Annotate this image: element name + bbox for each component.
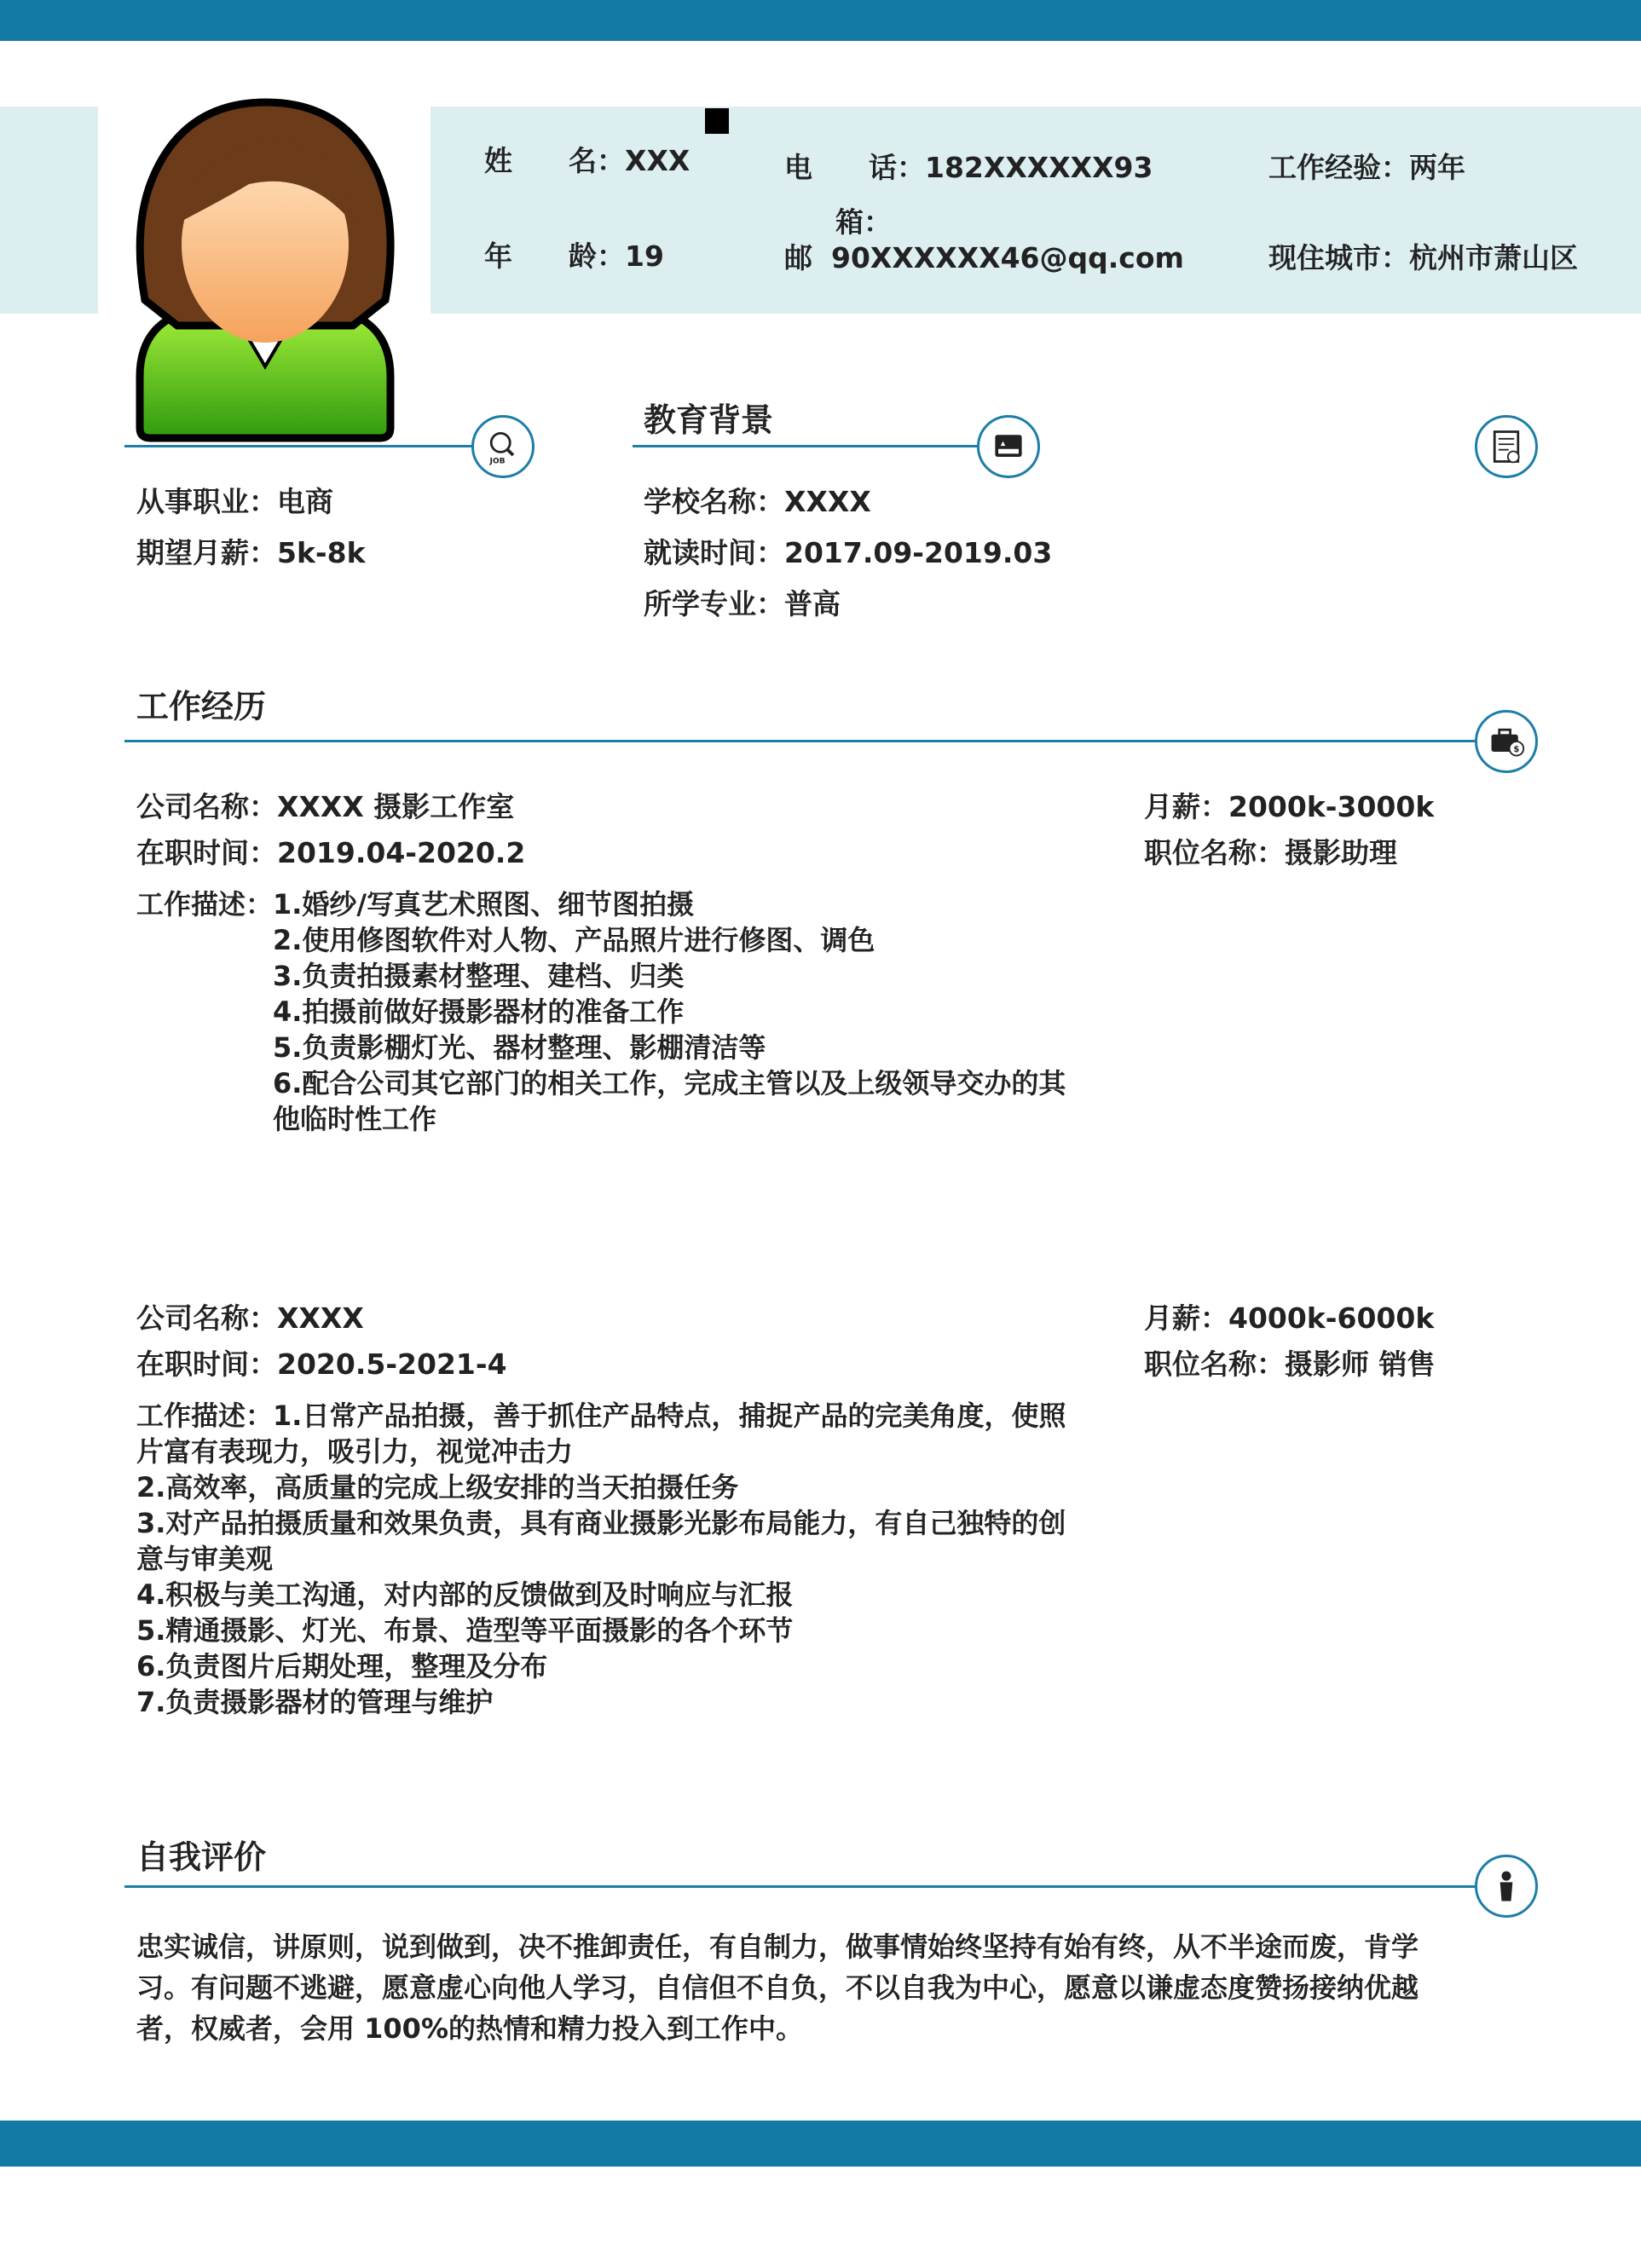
job2-period-row bbox=[136, 1347, 507, 1382]
school-value: XXXX bbox=[784, 485, 871, 518]
list-item: 4.拍摄前做好摄影器材的准备工作 bbox=[273, 995, 685, 1028]
avatar bbox=[130, 95, 401, 443]
experience-label: 工作经验： bbox=[1268, 151, 1409, 184]
city-row bbox=[1268, 240, 1578, 276]
age-row bbox=[484, 239, 664, 274]
list-item: 3.负责拍摄素材整理、建档、归类 bbox=[273, 960, 685, 992]
job1-period-value: 2019.04-2020.2 bbox=[277, 836, 526, 869]
work-divider bbox=[124, 740, 1475, 742]
job2-desc-list bbox=[136, 1398, 1066, 1720]
job2-salary-row bbox=[1144, 1301, 1434, 1336]
job2-period-label: 在职时间： bbox=[136, 1348, 277, 1381]
experience-value: 两年 bbox=[1409, 151, 1465, 184]
left-strip bbox=[0, 107, 98, 314]
job1-salary-row bbox=[1144, 789, 1434, 825]
job1-company-row bbox=[136, 789, 514, 825]
expected-salary-row bbox=[136, 535, 366, 571]
briefcase-icon bbox=[1475, 710, 1538, 773]
job1-desc-list bbox=[273, 886, 1066, 1137]
self-eval-line: 习。有问题不逃避，愿意虚心向他人学习，自信但不自负，不以自我为中心，愿意以谦虚态度赞扬接纳优越 bbox=[136, 1971, 1419, 2004]
city-value: 杭州市萧山区 bbox=[1409, 241, 1578, 274]
self-eval-line: 忠实诚信，讲原则，说到做到，决不推卸责任，有自制力，做事情始终坚持有始有终，从不半途而废，肯学 bbox=[136, 1930, 1419, 1963]
study-period-label: 就读时间： bbox=[644, 536, 784, 569]
job1-period-row bbox=[136, 835, 525, 871]
expected-salary-label: 期望月薪： bbox=[136, 536, 277, 569]
list-item: 6.配合公司其它部门的相关工作，完成主管以及上级领导交办的其 bbox=[273, 1067, 1066, 1099]
top-bar bbox=[0, 0, 1641, 41]
list-item: 6.负责图片后期处理，整理及分布 bbox=[136, 1650, 548, 1682]
job2-desc-label: 工作描述： bbox=[136, 1399, 274, 1432]
study-period-value: 2017.09-2019.03 bbox=[784, 536, 1053, 569]
phone-label: 电 话： bbox=[784, 151, 925, 184]
list-item: 片富有表现力，吸引力，视觉冲击力 bbox=[136, 1435, 574, 1468]
job-divider bbox=[124, 445, 476, 447]
education-title: 教育背景 bbox=[644, 401, 774, 439]
email-label: 邮 bbox=[784, 241, 812, 274]
list-item: 3.对产品拍摄质量和效果负责，具有商业摄影光影布局能力，有自己独特的创 bbox=[136, 1507, 1066, 1539]
school-label: 学校名称： bbox=[644, 485, 784, 518]
occupation-row bbox=[136, 484, 333, 520]
list-item: 2.高效率，高质量的完成上级安排的当天拍摄任务 bbox=[136, 1471, 739, 1503]
name-label: 姓 名： bbox=[484, 144, 625, 177]
list-item: 5.负责影棚灯光、器材整理、影棚清洁等 bbox=[273, 1031, 766, 1064]
phone-row bbox=[784, 150, 1153, 186]
job2-company-label: 公司名称： bbox=[136, 1301, 277, 1335]
job1-company-value: XXXX 摄影工作室 bbox=[277, 790, 515, 823]
job2-position-row bbox=[1144, 1347, 1436, 1382]
job1-position-label: 职位名称： bbox=[1144, 836, 1285, 869]
job1-position-value: 摄影助理 bbox=[1285, 836, 1397, 869]
job2-position-label: 职位名称： bbox=[1144, 1348, 1285, 1381]
marker-square bbox=[705, 108, 729, 134]
job2-salary-label: 月薪： bbox=[1144, 1301, 1228, 1335]
job1-salary-label: 月薪： bbox=[1144, 790, 1228, 823]
job2-period-value: 2020.5-2021-4 bbox=[277, 1348, 507, 1381]
email-value: 90XXXXXX46@qq.com bbox=[831, 241, 1184, 274]
age-value: 19 bbox=[625, 239, 664, 273]
list-item: 4.积极与美工沟通，对内部的反馈做到及时响应与汇报 bbox=[136, 1578, 794, 1611]
list-item: 意与审美观 bbox=[136, 1543, 274, 1575]
svg-text:JOB: JOB bbox=[489, 456, 506, 466]
svg-text:$: $ bbox=[1513, 744, 1520, 754]
info-strip bbox=[430, 107, 1641, 314]
job1-desc-label: 工作描述： bbox=[136, 888, 274, 920]
name-value: XXX bbox=[625, 144, 690, 177]
self-eval-divider bbox=[124, 1885, 1475, 1888]
study-period-row bbox=[644, 535, 1052, 571]
job2-company-row bbox=[136, 1301, 364, 1336]
major-value: 普高 bbox=[784, 587, 841, 620]
age-label: 年 龄： bbox=[484, 239, 625, 273]
job1-company-label: 公司名称： bbox=[136, 790, 277, 823]
occupation-value: 电商 bbox=[277, 485, 333, 518]
bottom-bar bbox=[0, 2121, 1641, 2167]
job2-salary-value: 4000k-6000k bbox=[1228, 1301, 1435, 1335]
occupation-label: 从事职业： bbox=[136, 485, 277, 518]
job2-desc-first-line: 1.日常产品拍摄，善于抓住产品特点，捕捉产品的完美角度，使照 bbox=[273, 1399, 1066, 1432]
work-title: 工作经历 bbox=[136, 688, 267, 725]
self-eval-line: 者，权威者，会用 100%的热情和精力投入到工作中。 bbox=[136, 2012, 804, 2045]
list-item: 7.负责摄影器材的管理与维护 bbox=[136, 1686, 494, 1718]
job1-period-label: 在职时间： bbox=[136, 836, 277, 869]
email-row bbox=[784, 240, 1184, 276]
school-row bbox=[644, 484, 871, 520]
list-item bbox=[136, 1398, 1066, 1434]
certificate-icon bbox=[1475, 415, 1538, 478]
job-search-icon bbox=[471, 415, 534, 478]
education-divider bbox=[633, 445, 980, 447]
name-row bbox=[484, 143, 690, 179]
experience-row bbox=[1268, 150, 1465, 186]
job2-company-value: XXXX bbox=[277, 1301, 364, 1335]
job1-salary-value: 2000k-3000k bbox=[1228, 790, 1435, 823]
job2-position-value: 摄影师 销售 bbox=[1285, 1348, 1436, 1381]
phone-value: 182XXXXXX93 bbox=[925, 151, 1153, 184]
expected-salary-value: 5k-8k bbox=[277, 536, 366, 569]
self-eval-text bbox=[136, 1926, 1419, 2049]
education-card-icon bbox=[977, 415, 1040, 478]
major-row bbox=[644, 586, 841, 622]
major-label: 所学专业： bbox=[644, 587, 784, 620]
person-icon bbox=[1475, 1855, 1538, 1918]
list-item: 1.婚纱/写真艺术照图、细节图拍摄 bbox=[273, 888, 695, 920]
job1-position-row bbox=[1144, 835, 1397, 871]
self-eval-title: 自我评价 bbox=[136, 1838, 267, 1876]
email-label-top: 箱： bbox=[835, 205, 892, 239]
list-item: 5.精通摄影、灯光、布景、造型等平面摄影的各个环节 bbox=[136, 1614, 794, 1647]
list-item: 他临时性工作 bbox=[273, 1103, 437, 1135]
list-item: 2.使用修图软件对人物、产品照片进行修图、调色 bbox=[273, 924, 875, 956]
city-label: 现住城市： bbox=[1268, 241, 1409, 274]
